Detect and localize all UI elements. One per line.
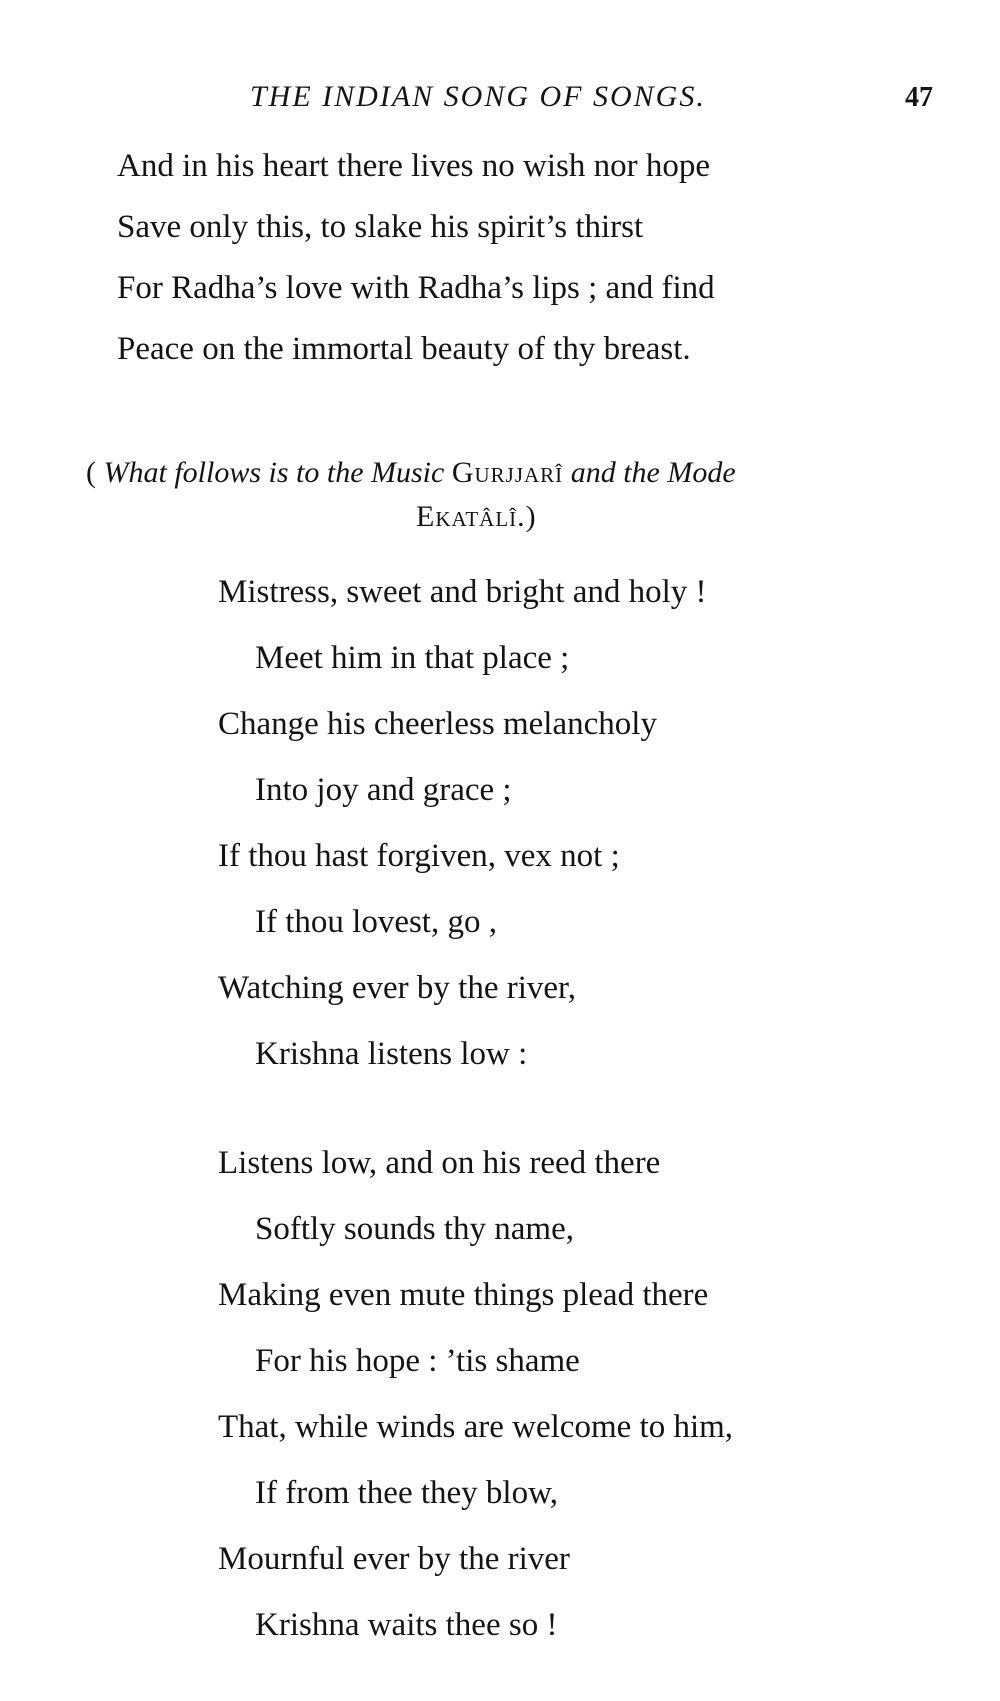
verse-line: Krishna listens low :	[255, 1036, 528, 1072]
verse-line: Peace on the immortal beauty of thy breast.	[117, 331, 691, 367]
verse-line: And in his heart there lives no wish nor hope	[117, 148, 710, 184]
note-italic-1: What follows is to the Music	[103, 456, 445, 489]
verse-line: If thou hast forgiven, vex not ;	[218, 838, 620, 874]
music-note-line-2	[416, 497, 536, 537]
verse-line: Watching ever by the river,	[218, 970, 576, 1006]
verse-line: For his hope : ’tis shame	[255, 1343, 580, 1379]
verse-line: That, while winds are welcome to him,	[218, 1409, 734, 1445]
music-note-line-1	[86, 453, 736, 493]
verse-line: Softly sounds thy name,	[255, 1211, 574, 1247]
note-close-paren: )	[525, 500, 536, 533]
verse-line: For Radha’s love with Radha’s lips ; and find	[117, 270, 715, 306]
note-open-paren: (	[86, 456, 96, 489]
verse-line: Listens low, and on his reed there	[218, 1145, 661, 1181]
verse-line: If thou lovest, go ,	[255, 904, 497, 940]
mode-name: Ekatâlî.	[416, 500, 526, 533]
music-name: Gurjjarî	[451, 456, 564, 489]
verse-line: Making even mute things plead there	[218, 1277, 709, 1313]
verse-line: Mistress, sweet and bright and holy !	[218, 574, 707, 610]
running-head	[0, 80, 1000, 120]
verse-line: If from thee they blow,	[255, 1475, 559, 1511]
verse-line: Mournful ever by the river	[218, 1541, 570, 1577]
verse-line: Meet him in that place ;	[255, 640, 570, 676]
verse-line: Save only this, to slake his spirit’s thirst	[117, 209, 644, 245]
running-title: THE INDIAN SONG OF SONGS.	[250, 80, 706, 113]
verse-line: Change his cheerless melancholy	[218, 706, 657, 742]
page-number: 47	[905, 82, 933, 113]
verse-line: Into joy and grace ;	[255, 772, 512, 808]
note-italic-2: and the Mode	[570, 456, 736, 489]
verse-line: Krishna waits thee so !	[255, 1607, 558, 1643]
